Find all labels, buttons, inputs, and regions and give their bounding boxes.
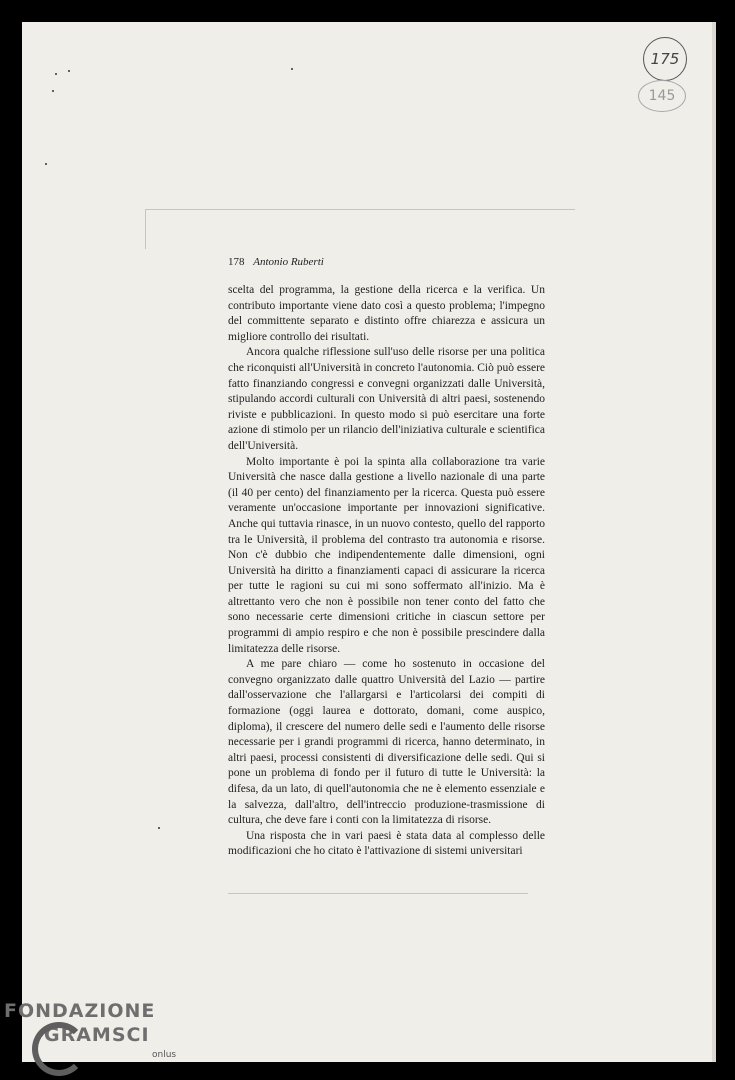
speck [158, 827, 160, 829]
crop-mark-bottom [228, 893, 528, 894]
page-number: 178 [228, 256, 245, 268]
watermark-line1: FONDAZIONE [4, 1000, 156, 1022]
speck [291, 68, 293, 70]
paragraph: Molto importante è poi la spinta alla collaborazione tra varie Università che nasce dalla gestione a livello nazionale di una parte (il 40 per cento) del finanziamento per la ricerca. Questa può essere veramente un'occasione importante per innovazioni significative. Anche qui tuttavia rinasce, in un nuovo contesto, quello del rapporto tra le Università, il problema del contrasto tra autonomia e risorse. Non c'è dubbio che indipendentemente dalle dimensioni, ogni Università ha diritto a finanziamenti capaci di assicurare la ricerca per tutte le ragioni su cui mi sono soffermato all'inizio. Ma è altrettanto vero che non è possibile non tener conto del fatto che sono necessarie certe dimensioni critiche in ciascun settore per programmi di ampio respiro e che non è possibile prescindere dalla limitatezza delle risorse. [228, 455, 545, 655]
crop-mark-left [145, 209, 146, 249]
running-header [228, 256, 324, 268]
paragraph: Ancora qualche riflessione sull'uso delle risorse per una politica che riconquisti all'Università in concreto l'autonomia. Ciò può essere fatto finanziando congressi e convegni organizzati dalle Università, stipulando accordi culturali con Università di altri paesi, sostenendo riviste e pubblicazioni. In questo modo si può esercitare una forte azione di stimolo per un rilancio dell'iniziativa culturale e scientifica dell'Università. [228, 346, 545, 452]
running-author: Antonio Ruberti [253, 256, 324, 268]
paragraph: A me pare chiaro — come ho sostenuto in occasione del convegno organizzato dalle quattro Università del Lazio — partire dall'osservazione che l'allargarsi e l'articolarsi dei compiti di formazione (oggi laurea e dottorato, domani, come auspico, diploma), il crescere del numero delle sedi e l'aumento delle risorse necessarie per i grandi programmi di ricerca, hanno determinato, in altri paesi, processi consistenti di diversificazione delle sedi. Qui si pone un problema di fondo per il futuro di tutte le Università: la difesa, da un lato, di quell'autonomia che ne è elemento essenziale e la salvezza, dall'altro, dell'intreccio produzione-trasmissione di cultura, che deve fare i conti con la limitatezza di risorse. [228, 658, 545, 827]
speck [45, 163, 47, 165]
crop-mark-top [145, 209, 575, 210]
watermark-g-icon [32, 1022, 86, 1076]
watermark-logo [4, 1000, 177, 1060]
paragraph: scelta del programma, la gestione della ricerca e la verifica. Un contributo importante viene dato così a questo problema; l'impegno del committente separato e distinto offre chiarezza e assicura un migliore controllo dei risultati. [228, 284, 545, 343]
archive-stamp-primary: 175 [643, 37, 687, 81]
body-text [228, 283, 545, 860]
page-edge [712, 22, 716, 1062]
speck [52, 90, 54, 92]
archive-stamp-secondary: 145 [638, 80, 686, 112]
watermark-suffix: onlus [152, 1050, 177, 1060]
paragraph: Una risposta che in vari paesi è stata data al complesso delle modificazioni che ho citato è l'attivazione di sistemi universitari [228, 829, 545, 858]
speck [68, 70, 70, 72]
watermark-line2: GRAMSCI [44, 1024, 150, 1046]
speck [55, 73, 57, 75]
